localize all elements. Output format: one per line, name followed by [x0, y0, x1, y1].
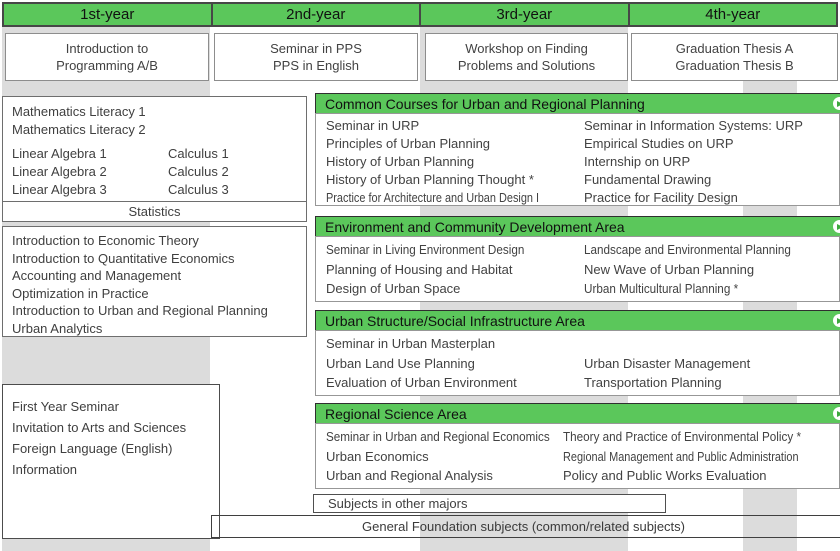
course-item: Information	[12, 462, 78, 477]
course-item: Mathematics Literacy 1	[12, 104, 146, 119]
course-item: History of Urban Planning	[326, 154, 475, 169]
course-item: Introduction to Urban and Regional Planning	[12, 303, 268, 318]
course-item: Introduction to Quantitative Economics	[12, 250, 235, 266]
play-icon	[833, 97, 840, 110]
course-line: Graduation Thesis B	[675, 58, 794, 73]
statistics-box	[2, 201, 307, 222]
course-item: Linear Algebra 1	[12, 146, 107, 161]
course-line: Graduation Thesis A	[675, 41, 794, 56]
course-item: Transportation Planning	[584, 375, 722, 390]
course-item: History of Urban Planning Thought *	[326, 172, 534, 187]
course-box-programming	[5, 33, 209, 81]
course-item: New Wave of Urban Planning	[584, 261, 755, 277]
course-item: Internship on URP	[584, 154, 691, 169]
course-line: Problems and Solutions	[457, 58, 596, 73]
section-column-1	[326, 117, 584, 205]
section-header-regional-science[interactable]	[315, 403, 840, 424]
section-body-common-courses	[315, 113, 840, 206]
section-header-environment-community[interactable]	[315, 216, 840, 237]
section-column-1	[326, 427, 563, 488]
course-item: Practice for Architecture and Urban Design I	[326, 190, 540, 205]
course-item: Foreign Language (English)	[12, 441, 173, 456]
course-item: Statistics	[128, 204, 181, 219]
section-column-1	[326, 240, 584, 301]
calculus-column	[168, 145, 306, 199]
course-item: Seminar in Urban Masterplan	[326, 336, 496, 351]
course-item: Seminar in URP	[326, 118, 420, 133]
course-item: First Year Seminar	[12, 399, 119, 414]
course-item: Evaluation of Urban Environment	[326, 375, 517, 390]
course-box-workshop	[425, 33, 628, 81]
course-item: Seminar in Urban and Regional Economics	[326, 429, 550, 444]
general-foundation-box	[211, 515, 840, 538]
course-item: Calculus 1	[168, 146, 229, 161]
play-icon	[833, 407, 840, 420]
first-year-foundation-box	[2, 384, 220, 539]
course-item: Policy and Public Works Evaluation	[563, 468, 767, 483]
section-column-2	[584, 240, 839, 301]
course-item: Mathematics Literacy 2	[12, 122, 146, 137]
course-item: Theory and Practice of Environmental Policy *	[563, 429, 802, 444]
box-label: Subjects in other majors	[328, 496, 468, 511]
course-line: PPS in English	[273, 58, 359, 73]
year-header-3rd: 3rd-year	[419, 2, 630, 27]
course-item: Accounting and Management	[12, 268, 182, 283]
math-columns	[12, 145, 306, 199]
algebra-column	[12, 145, 168, 199]
course-line: Seminar in PPS	[270, 41, 362, 56]
play-icon	[833, 314, 840, 327]
course-item: Urban Disaster Management	[584, 355, 751, 371]
play-icon	[833, 220, 840, 233]
section-column-2	[584, 117, 839, 205]
section-column-2	[584, 334, 839, 395]
course-item: Principles of Urban Planning	[326, 136, 491, 151]
year-header-1st: 1st-year	[2, 2, 213, 27]
course-item: Design of Urban Space	[326, 281, 461, 296]
course-item	[584, 334, 839, 354]
math-courses-box	[2, 96, 307, 202]
section-body-urban-structure	[315, 330, 840, 396]
course-item: Linear Algebra 3	[12, 182, 107, 197]
course-item: Calculus 3	[168, 182, 229, 197]
section-header-common-courses[interactable]	[315, 93, 840, 114]
course-item: Optimization in Practice	[12, 285, 149, 301]
course-line: Workshop on Finding	[465, 41, 588, 56]
course-box-pps	[214, 33, 418, 81]
course-item: Urban Economics	[326, 448, 429, 464]
box-label: General Foundation subjects (common/related subjects)	[362, 519, 685, 534]
course-item: Seminar in Living Environment Design	[326, 242, 525, 257]
section-column-2	[563, 427, 840, 488]
course-item: Landscape and Environmental Planning	[584, 242, 791, 257]
year-header-4th: 4th-year	[628, 2, 839, 27]
course-item: Urban Analytics	[12, 320, 103, 336]
course-box-graduation-thesis	[631, 33, 838, 81]
course-item: Planning of Housing and Habitat	[326, 261, 513, 277]
year-header-row	[2, 2, 838, 27]
course-item: Fundamental Drawing	[584, 172, 712, 187]
section-header-urban-structure[interactable]	[315, 310, 840, 331]
course-item: Seminar in Information Systems: URP	[584, 118, 803, 133]
section-title: Environment and Community Development Area	[325, 218, 625, 235]
section-body-environment-community	[315, 236, 840, 302]
course-item: Calculus 2	[168, 164, 229, 179]
course-item: Urban Land Use Planning	[326, 355, 475, 371]
section-column-1	[326, 334, 584, 395]
economics-courses-box	[2, 226, 307, 337]
course-item: Linear Algebra 2	[12, 164, 107, 179]
section-title: Regional Science Area	[325, 405, 467, 422]
section-title: Urban Structure/Social Infrastructure Area	[325, 312, 585, 329]
year-header-2nd: 2nd-year	[211, 2, 422, 27]
section-title: Common Courses for Urban and Regional Planning	[325, 95, 645, 112]
course-item: Invitation to Arts and Sciences	[12, 420, 187, 435]
course-line: Introduction to	[65, 41, 149, 56]
subjects-other-majors-box	[313, 494, 666, 513]
course-line: Programming A/B	[56, 58, 158, 73]
course-item: Practice for Facility Design	[584, 190, 738, 205]
section-body-regional-science	[315, 423, 840, 489]
course-item: Introduction to Economic Theory	[12, 233, 199, 248]
course-item: Regional Management and Public Administration	[563, 448, 799, 464]
course-item: Urban Multicultural Planning *	[584, 281, 739, 296]
course-item: Urban and Regional Analysis	[326, 468, 493, 483]
course-item: Empirical Studies on URP	[584, 136, 734, 151]
